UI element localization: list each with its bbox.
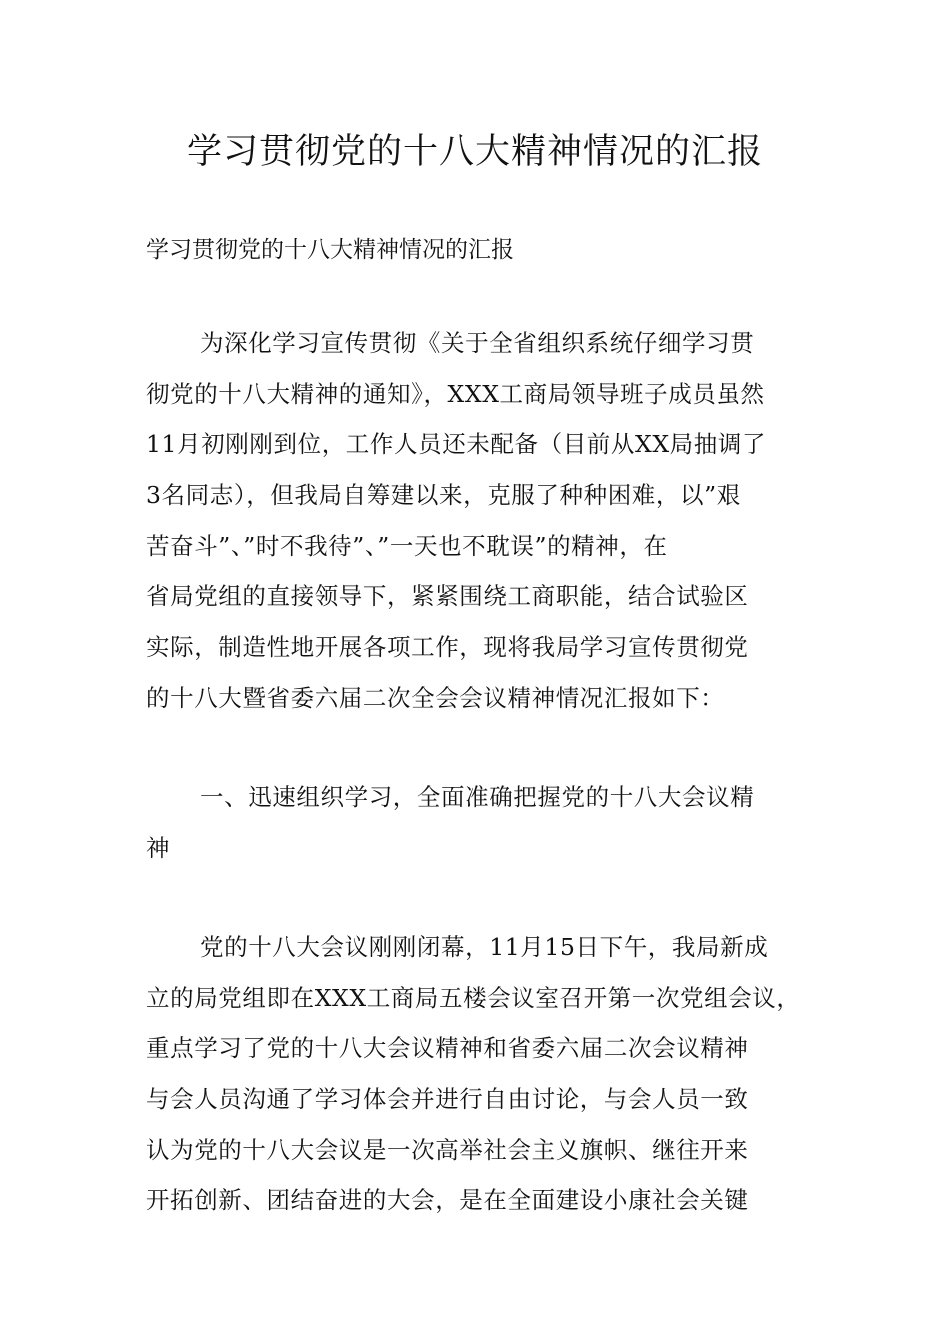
paragraph-line: 重点学习了党的十八大会议精神和省委六届二次会议精神 — [146, 1034, 749, 1063]
paragraph-line: 3名同志），但我局自筹建以来，克服了种种困难，以”艰 — [146, 481, 741, 510]
paragraph-line: 的十八大暨省委六届二次全会会议精神情况汇报如下： — [146, 683, 725, 712]
paragraph-line: 彻党的十八大精神的通知》，XXX工商局领导班子成员虽然 — [146, 379, 765, 408]
paragraph-line: 11月初刚刚到位，工作人员还未配备（目前从XX局抽调了 — [146, 430, 767, 459]
heading-line: 神 — [146, 833, 171, 862]
paragraph-line: 立的局党组即在XXX工商局五楼会议室召开第一次党组会议， — [146, 983, 801, 1012]
heading-line: 一、迅速组织学习，全面准确把握党的十八大会议精 — [200, 783, 755, 811]
paragraph-line: 苦奋斗”、”时不我待”、”一天也不耽误”的精神，在 — [146, 531, 668, 560]
paragraph-line: 实际，制造性地开展各项工作，现将我局学习宣传贯彻党 — [146, 633, 749, 662]
paragraph-intro — [146, 318, 808, 724]
document-title: 学习贯彻党的十八大精神情况的汇报 — [186, 132, 763, 172]
paragraph-line: 为深化学习宣传贯彻《关于全省组织系统仔细学习贯 — [200, 329, 755, 357]
paragraph-line: 开拓创新、团结奋进的大会，是在全面建设小康社会关键 — [146, 1186, 749, 1215]
paragraph-line: 与会人员沟通了学习体会并进行自由讨论，与会人员一致 — [146, 1085, 749, 1114]
paragraph-section-1 — [146, 922, 808, 1226]
section-heading-1 — [146, 772, 808, 873]
paragraph-line: 党的十八大会议刚刚闭幕，11月15日下午，我局新成 — [200, 933, 769, 961]
document-subtitle: 学习贯彻党的十八大精神情况的汇报 — [146, 237, 514, 263]
paragraph-line: 认为党的十八大会议是一次高举社会主义旗帜、继往开来 — [146, 1135, 749, 1164]
paragraph-line: 省局党组的直接领导下，紧紧围绕工商职能，结合试验区 — [146, 582, 749, 611]
